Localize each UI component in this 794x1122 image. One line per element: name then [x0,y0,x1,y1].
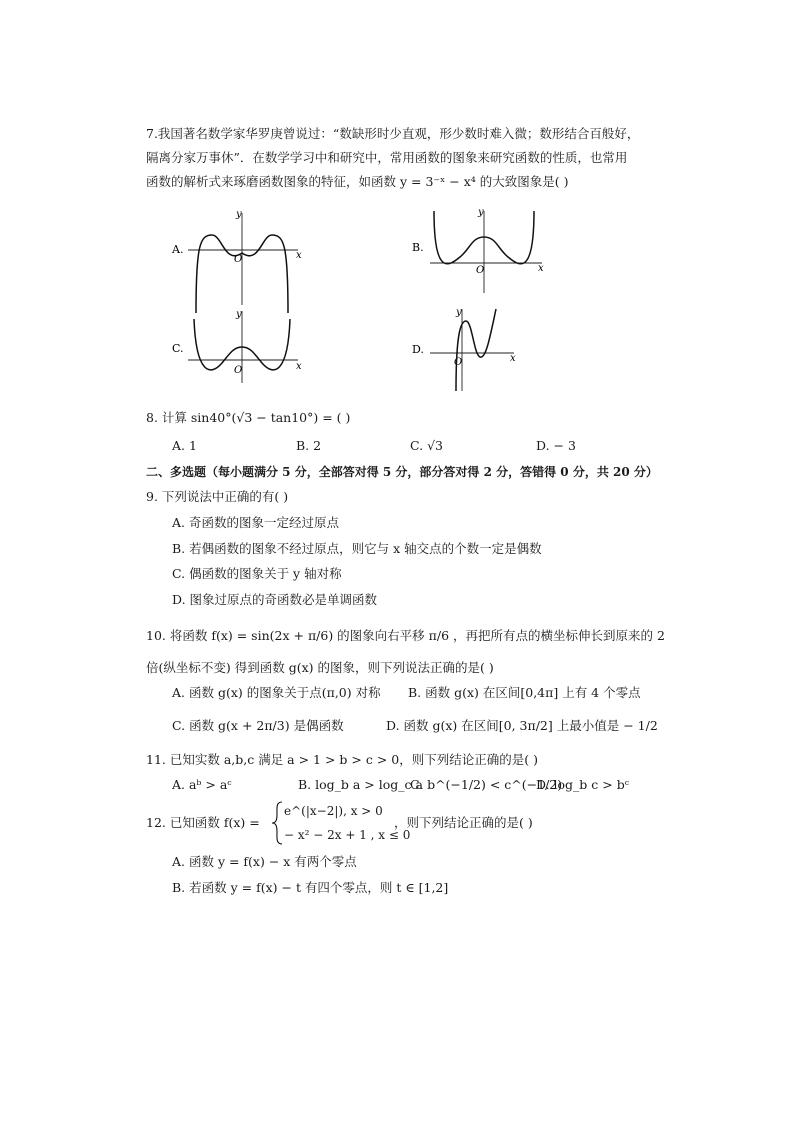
q11-stem: 11. 已知实数 a,b,c 满足 a > 1 > b > c > 0，则下列结论正确的是( ) [146,752,538,767]
q10-option-c: C. 函数 g(x + 2π/3) 是偶函数 [172,718,344,733]
graph-a-origin: O [234,254,243,265]
graph-d-origin: O [454,357,463,368]
q9-option-b: B. 若偶函数的图象不经过原点，则它与 x 轴交点的个数一定是偶数 [172,541,542,556]
graph-b-origin: O [476,265,485,276]
q10-line-2: 倍(纵坐标不变) 得到函数 g(x) 的图象，则下列说法正确的是( ) [146,660,494,675]
q9-stem: 9. 下列说法中正确的有( ) [146,489,289,504]
q9-option-c: C. 偶函数的图象关于 y 轴对称 [172,566,342,581]
graph-d-x-label: x [510,353,516,364]
q8-option-c: C. √3 [410,438,443,453]
q11-option-d: D. log_b c > bᶜ [536,777,630,792]
graph-b-label: B. [412,241,424,254]
graph-c-label: C. [172,342,184,355]
q10-line-1: 10. 将函数 f(x) = sin(2x + π/6) 的图象向右平移 π/6 ，再把所有点的横坐标伸长到原来的 2 [146,628,665,643]
graph-a-label: A. [172,243,184,256]
graph-b-plot [410,205,550,295]
graph-d [410,307,540,392]
graph-c [170,307,310,387]
graph-d-label: D. [412,343,424,356]
q7-line-2: 隔离分家万事休”．在数学学习中和研究中，常用函数的图象来研究函数的性质，也常用 [146,150,628,165]
graph-b-x-label: x [538,263,544,274]
graph-c-x-label: x [296,361,302,372]
graph-a-y-label: y [236,209,242,220]
q12-option-b: B. 若函数 y = f(x) − t 有四个零点，则 t ∈ [1,2] [172,880,449,895]
q10-option-b: B. 函数 g(x) 在区间[0,4π] 上有 4 个零点 [408,685,641,700]
graph-c-plot [170,307,310,387]
q12-case-2: − x² − 2x + 1 , x ≤ 0 [284,828,411,842]
q12-brace [270,800,284,846]
graph-d-y-label: y [456,307,462,318]
q8-option-b: B. 2 [296,438,322,453]
graph-b-y-label: y [478,207,484,218]
q12-case-1: e^(|x−2|), x > 0 [284,804,383,818]
q8-stem: 8. 计算 sin40°(√3 − tan10°) = ( ) [146,410,351,425]
graph-a-x-label: x [296,250,302,261]
graph-a-plot [170,205,310,315]
section-2-heading: 二、多选题（每小题满分 5 分，全部答对得 5 分，部分答对得 2 分，答错得 0 分，共 20 分） [146,465,658,479]
q10-option-a: A. 函数 g(x) 的图象关于点(π,0) 对称 [172,685,381,700]
graph-b [410,205,550,295]
q12-option-a: A. 函数 y = f(x) − x 有两个零点 [172,854,357,869]
graph-c-origin: O [234,365,243,376]
q11-option-c: C. b^(−1/2) < c^(−1/2) [410,777,563,792]
q12-stem-head: 12. 已知函数 f(x) = [146,815,260,830]
q11-option-b: B. log_b a > log_c a [298,777,423,792]
q9-option-d: D. 图象过原点的奇函数必是单调函数 [172,592,378,607]
q7-line-1: 7.我国著名数学家华罗庚曾说过：“数缺形时少直观，形少数时难入微；数形结合百般好， [146,126,640,141]
graph-a [170,205,310,315]
q8-option-a: A. 1 [172,438,197,453]
q10-option-d: D. 函数 g(x) 在区间[0, 3π/2] 上最小值是 − 1/2 [386,718,658,733]
graph-c-y-label: y [236,309,242,320]
graph-d-plot [410,307,540,392]
q7-line-3: 函数的解析式来琢磨函数图象的特征，如函数 y = 3⁻ˣ − x⁴ 的大致图象是( ) [146,174,569,189]
q9-option-a: A. 奇函数的图象一定经过原点 [172,515,339,530]
q11-option-a: A. aᵇ > aᶜ [172,777,232,792]
q12-stem-tail: ，则下列结论正确的是( ) [394,815,533,830]
q8-option-d: D. − 3 [536,438,576,453]
